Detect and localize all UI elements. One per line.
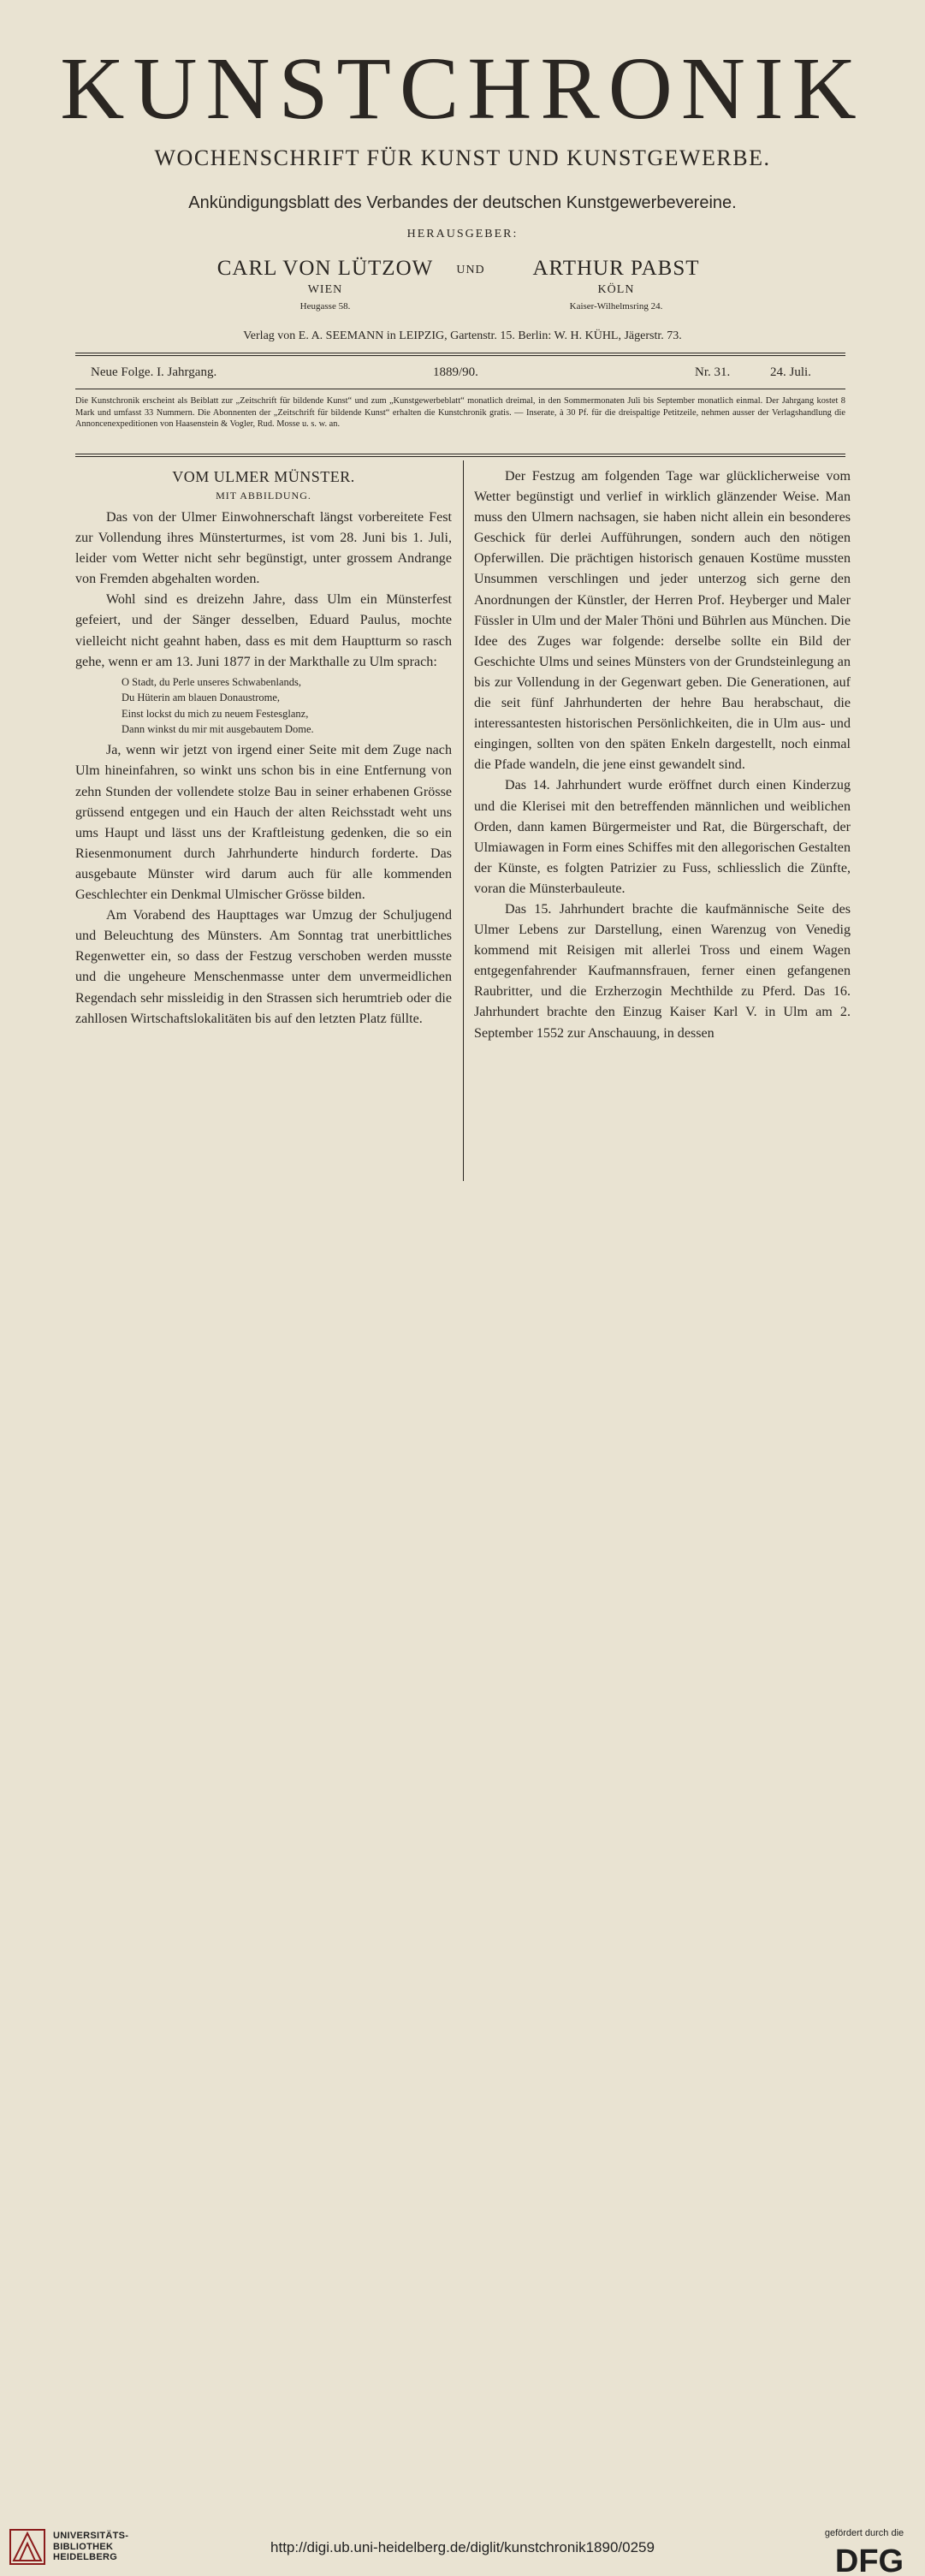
poem-line: Dann winkst du mir mit ausgebautem Dome. [122, 722, 314, 735]
notice-rule [75, 454, 845, 457]
library-name-line: HEIDELBERG [53, 2552, 118, 2562]
paragraph: Das 14. Jahrhundert wurde eröffnet durch einen Kinderzug und die Klerisei mit den betreffenden männlichen und weiblichen Orden, dann kamen Bürgermeister und Rat, die Bürgerschaft, der Ulmiawagen in Form eines Schiffes mit den allegorischen Gestalten der Künste, es folgten Patrizier zu Fuss, schliesslich die Zünfte, voran die Münsterbauleute. [474, 778, 851, 896]
editor-connector: UND [456, 264, 485, 276]
masthead-subtitle: WOCHENSCHRIFT FÜR KUNST UND KUNSTGEWERBE. [154, 145, 771, 170]
editor-left-address: Heugasse 58. [299, 301, 351, 312]
column-divider [463, 460, 464, 1181]
dfg-logo-icon [823, 2543, 916, 2576]
poem-line: Du Hüterin am blauen Donaustrome, [122, 691, 281, 704]
editor-left-city: WIEN [307, 283, 343, 296]
library-name-line: UNIVERSITÄTS- [53, 2531, 129, 2541]
issue-date: 24. Juli. [770, 365, 811, 379]
paragraph: Der Festzug am folgenden Tage war glücklicherweise vom Wetter begünstigt und verlief in wirklich glänzender Weise. Man muss den Ulmern nachsagen, sie haben nicht allein ein besonderes Geschick für derlei Aufführungen, sondern auch den nötigen Opferwillen. Die prächtigen historisch genauen Kostüme mussten Unsummen verschlingen und jeder unterzog sich gerne den Anordnungen der Künstler, der Herren Prof. Heyberger und Maler Füssler in Ulm und der Maler Thöni und Bührlen aus München. Die Idee des Zuges war folgende: derselbe sollte ein Bild der Geschichte Ulms und seines Münsters von der Grundsteinlegung an bis zur Vollendung in der Gegenwart geben. Die Generationen, auf die seit fünf Jahrhunderten der hehre Bau herabschaut, die interessantesten historischen Persönlichkeiten, die in Ulm aus- und eingingen, sollten von den späten Enkeln dargestellt, noch einmal die Pfade wandeln, die jene einst gewandelt sind. [474, 469, 851, 773]
poem-line: O Stadt, du Perle unseres Schwabenlands, [122, 675, 302, 688]
editor-left-name: CARL VON LÜTZOW [216, 257, 434, 280]
issue-series: Neue Folge. I. Jahrgang. [91, 365, 217, 379]
funding-label: gefördert durch die [824, 2528, 904, 2538]
paragraph: Wohl sind es dreizehn Jahre, dass Ulm ein Münsterfest gefeiert, und der Sänger desselben, Eduard Paulus, mochte vielleicht nicht geahnt haben, dass es mit dem Hauptturm so rasch gehe, wenn er am 13. Juni 1877 in der Markthalle zu Ulm sprach: [75, 592, 452, 669]
library-name-line: BIBLIOTHEK [53, 2541, 114, 2552]
editor-left [205, 257, 445, 312]
editor-right-address: Kaiser-Wilhelmsring 24. [569, 301, 663, 312]
paragraph: Das von der Ulmer Einwohnerschaft längst vorbereitete Fest zur Vollendung ihres Münsterturmes, ist vom 28. Juni bis 1. Juli, leider vom Wetter nicht sehr begünstigt, unter grossem Andrange von Fremden abgehalten worden. [75, 510, 452, 587]
verlag-line: Verlag von E. A. SEEMANN in LEIPZIG, Gartenstr. 15. Berlin: W. H. KÜHL, Jägerstr. 73. [243, 329, 682, 342]
masthead-rule [75, 353, 845, 356]
poem [75, 674, 452, 738]
paragraph: Das 15. Jahrhundert brachte die kaufmännische Seite des Ulmer Lebens zur Darstellung, einen Warenzug von Venedig kommend mit Reisigen mit allerlei Tross und einem Wagen entgegenfahrender Kaufmannsfrauen, ferner einen gefangenen Raubritter, und die Erzherzogin Mechthilde zu Pferd. Das 16. Jahrhundert brachte den Einzug Kaiser Karl V. in Ulm am 2. September 1552 zur Anschauung, in dessen [474, 901, 851, 1041]
dfg-logo-text: DFG [834, 2543, 904, 2576]
paragraph: Am Vorabend des Haupttages war Umzug der Schuljugend und Beleuchtung des Münsters. Am Sonntag trat unerbittliches Regenwetter ein, so dass der Festzug verschoben werden musste und die ungeheure Menschenmasse unter dem unvermeidlichen Regendach sehr missleidig in den Strassen sich herumtrieb oder die zahllosen Wirtschaftslokalitäten bis auf den letzten Platz füllte. [75, 908, 452, 1026]
masthead-title: KUNSTCHRONIK [60, 39, 865, 138]
footer [0, 1258, 925, 2576]
issue-year: 1889/90. [433, 365, 478, 379]
subscription-notice: Die Kunstchronik erscheint als Beiblatt zur „Zeitschrift für bildende Kunst“ und zum „Kunstgewerbeblatt“ monatlich dreimal, in den Sommermonaten Juli bis September monatlich einmal. Der Jahrgang kostet 8 Mark und umfasst 33 Nummern. Die Abonnenten der „Zeitschrift für bildende Kunst“ erhalten die Kunstchronik gratis. — Inserate, à 30 Pf. für die dreispaltige Petitzeile, nehmen ausser der Verlagshandlung die Annoncenexpeditionen von Haasenstein & Vogler, Rud. Mosse u. s. w. an. [75, 396, 845, 430]
article-column-right [474, 466, 851, 1044]
article-column-left [75, 466, 452, 1030]
publisher-label: HERAUSGEBER: [406, 228, 519, 240]
article-subtitle: MIT ABBILDUNG. [216, 490, 311, 502]
issue-number: Nr. 31. [695, 365, 731, 379]
editor-right [513, 257, 719, 312]
paragraph: Ja, wenn wir jetzt von irgend einer Seite mit dem Zuge nach Ulm hineinfahren, so winkt uns schon bis in eine Entfernung von zehn Stunden der vollendete stolze Bau in seiner erhabenen Grösse grüssend entgegen und ein Hauch der alten Reichsstadt weht uns ums Haupt und lässt uns der Kraftleistung gedenken, die so ein Riesenmonument durch Jahrhunderte hindurch forderte. Das ausgebaute Münster wird darum auch für alle kommenden Geschlechter ein Denkmal Ulmischer Grösse bilden. [75, 743, 452, 903]
poem-line: Einst lockst du mich zu neuem Festesglanz, [122, 707, 309, 720]
announcement-line: Ankündigungsblatt des Verbandes der deutschen Kunstgewerbevereine. [188, 193, 737, 212]
permalink[interactable]: http://digi.ub.uni-heidelberg.de/diglit/kunstchronik1890/0259 [270, 2539, 655, 2555]
editor-right-city: KÖLN [597, 283, 635, 296]
article-title: VOM ULMER MÜNSTER. [172, 468, 355, 485]
editor-right-name: ARTHUR PABST [532, 257, 700, 280]
